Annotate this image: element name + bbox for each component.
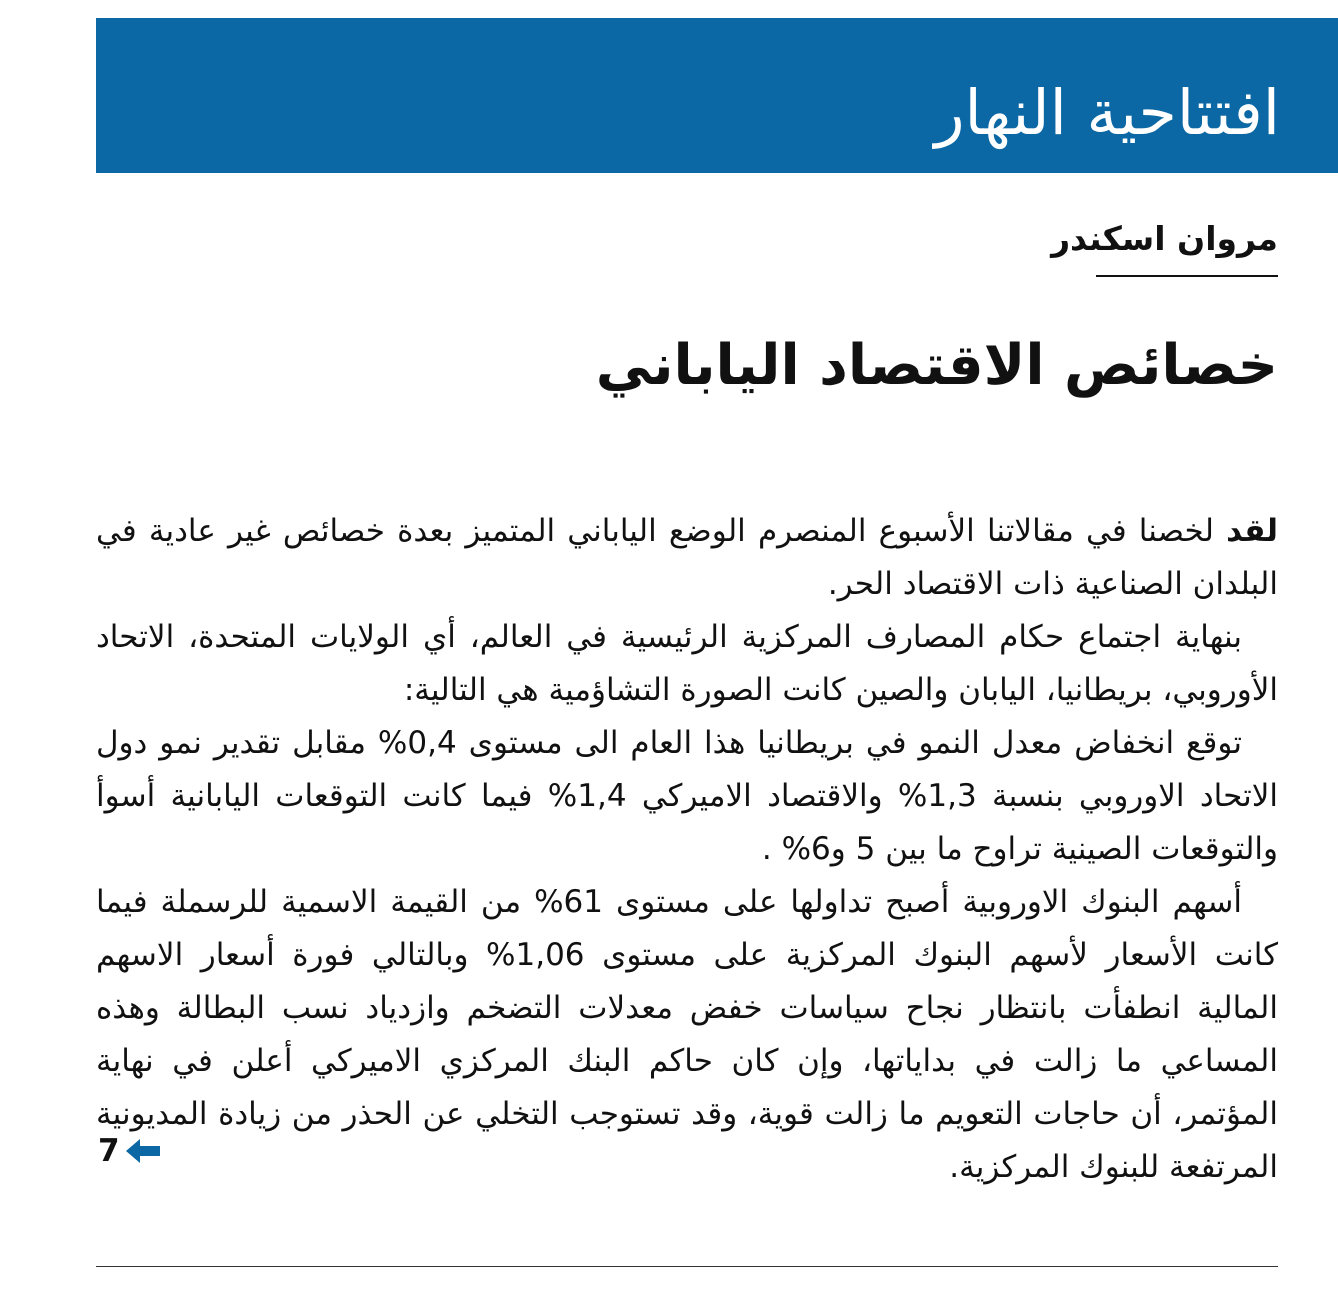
article-paragraph	[96, 505, 1278, 611]
section-header-band	[96, 18, 1338, 173]
continuation-marker[interactable]	[98, 1131, 160, 1171]
section-title: افتتاحية النهار	[934, 76, 1280, 149]
bottom-divider	[96, 1266, 1278, 1267]
article-paragraph: بنهاية اجتماع حكام المصارف المركزية الرئيسية في العالم، أي الولايات المتحدة، الاتحاد الأوروبي، بريطانيا، اليابان والصين كانت الصورة التشاؤمية هي التالية:	[96, 619, 1278, 708]
article-title: خصائص الاقتصاد الياباني	[595, 333, 1278, 398]
lead-word: لقد	[1226, 513, 1278, 549]
continued-page-number: 7	[98, 1133, 120, 1169]
author-byline: مروان اسكندر	[1096, 218, 1278, 277]
arrow-left-icon	[126, 1138, 160, 1164]
article-paragraph: أسهم البنوك الاوروبية أصبح تداولها على مستوى 61% من القيمة الاسمية للرسملة فيما كانت الأسعار لأسهم البنوك المركزية على مستوى 1,06% وبالتالي فورة أسعار الاسهم المالية انطفأت بانتظار نجاح سياسات خفض معدلات التضخم وازدياد نسب البطالة وهذه المساعي ما زالت في بداياتها، وإن كان حاكم البنك المركزي الاميركي أعلن في نهاية المؤتمر، أن حاجات التعويم ما زالت قوية، وقد تستوجب التخلي عن الحذر من زيادة المديونية المرتفعة للبنوك المركزية.	[96, 884, 1279, 1185]
article-body	[96, 505, 1278, 1194]
paragraph-text: لخصنا في مقالاتنا الأسبوع المنصرم الوضع الياباني المتميز بعدة خصائص غير عادية في البلدان الصناعية ذات الاقتصاد الحر.	[96, 513, 1278, 602]
article-paragraph: توقع انخفاض معدل النمو في بريطانيا هذا العام الى مستوى 0,4% مقابل تقدير نمو دول الاتحاد الاوروبي بنسبة 1,3% والاقتصاد الاميركي 1,4% فيما كانت التوقعات اليابانية أسوأ والتوقعات الصينية تراوح ما بين 5 و6% .	[96, 725, 1279, 867]
